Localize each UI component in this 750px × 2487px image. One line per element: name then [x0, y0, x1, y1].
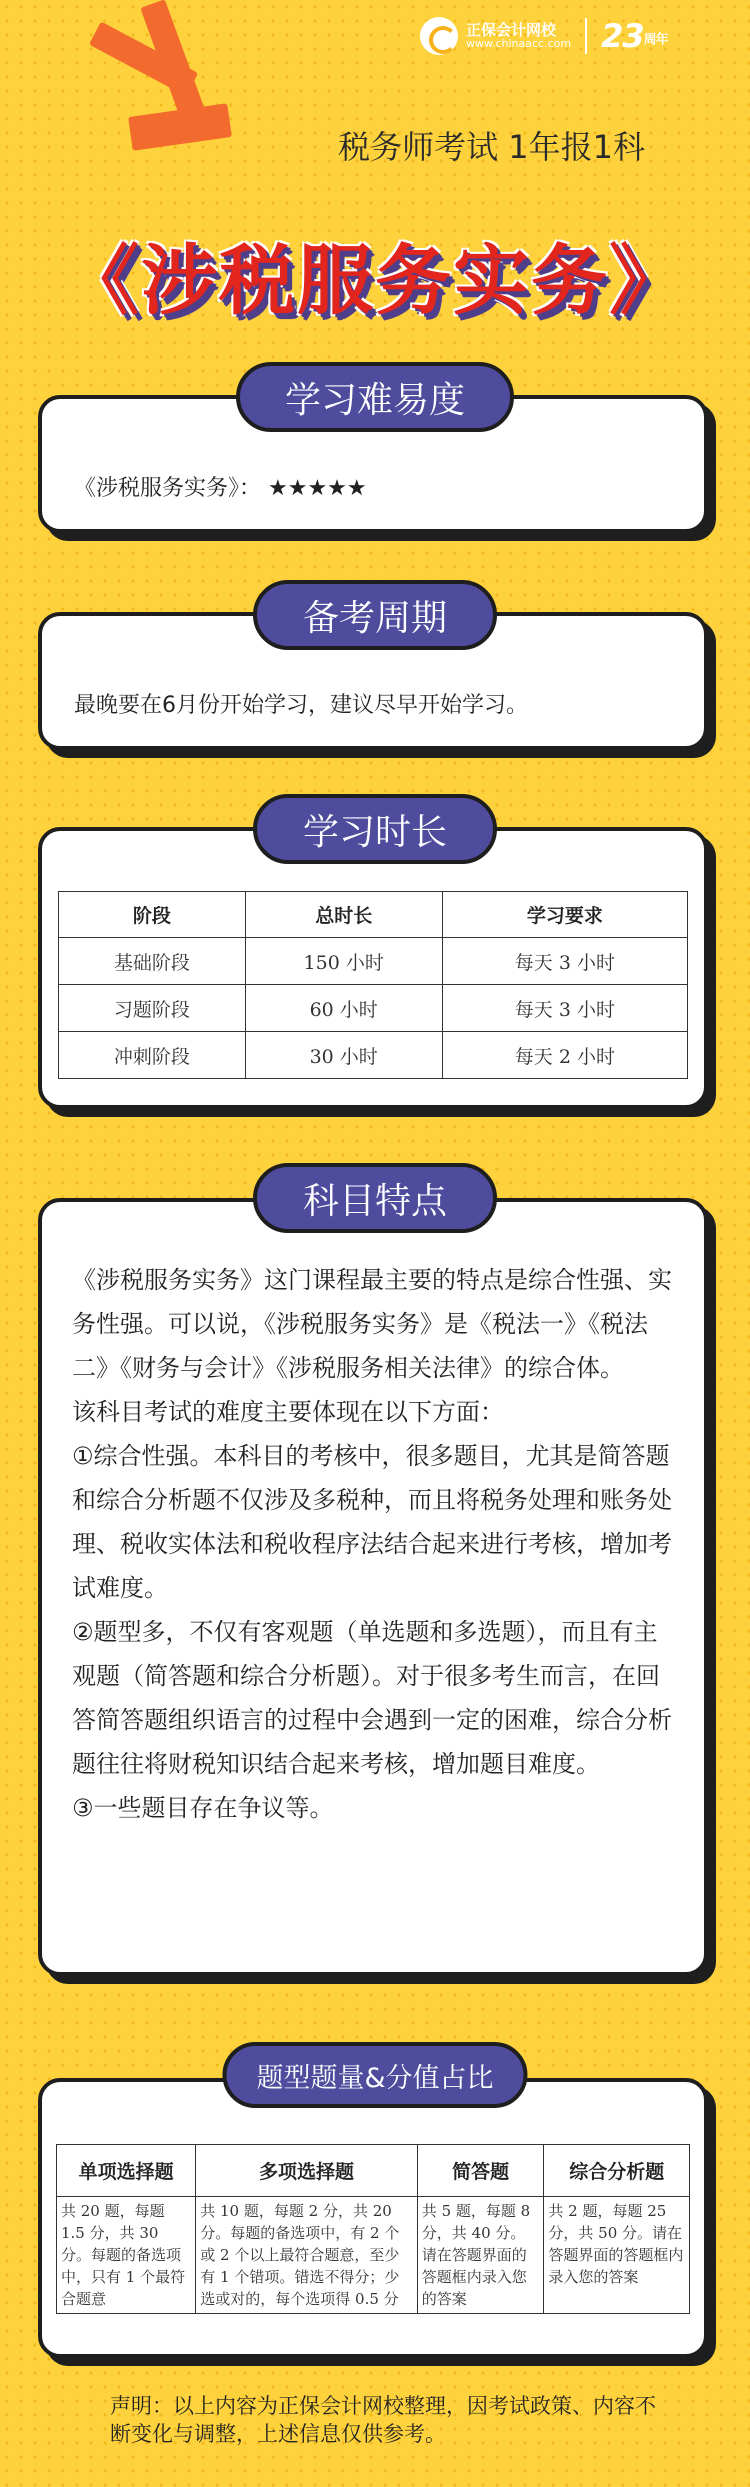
question-types-heading: 题型题量&分值占比 [222, 2042, 527, 2108]
table-header: 阶段 [59, 892, 246, 938]
study-duration-card [38, 827, 708, 1109]
table-cell: 每天 3 小时 [442, 938, 687, 985]
brand-logo [420, 14, 668, 58]
table-cell: 共 2 题，每题 25 分，共 50 分。请在答题界面的答题框内录入您的答案 [544, 2197, 690, 2314]
table-cell: 冲刺阶段 [59, 1032, 246, 1079]
table-header: 综合分析题 [544, 2145, 690, 2197]
features-paragraph: 该科目考试的难度主要体现在以下方面： [72, 1398, 504, 1426]
table-header: 学习要求 [442, 892, 687, 938]
difficulty-text: 《涉税服务实务》： ★★★★★ [74, 476, 367, 501]
table-row [57, 2197, 690, 2314]
anniversary-number: 23 [601, 17, 644, 55]
table-header: 单项选择题 [57, 2145, 196, 2197]
table-cell: 30 小时 [245, 1032, 442, 1079]
brand-name: 正保会计网校 [466, 20, 557, 39]
table-row [59, 985, 688, 1032]
table-cell: 共 10 题，每题 2 分，共 20 分。每题的备选项中，有 2 个或 2 个以上最符合题意，至少有 1 个错项。错选不得分；少选或对的，每个选项得 0.5 分 [196, 2197, 418, 2314]
table-cell: 共 20 题，每题 1.5 分，共 30 分。每题的备选项中，只有 1 个最符合题意 [57, 2197, 196, 2314]
table-row [59, 1032, 688, 1079]
features-paragraph: ③一些题目存在争议等。 [72, 1794, 334, 1822]
disclaimer-text: 声明：以上内容为正保会计网校整理，因考试政策、内容不断变化与调整，上述信息仅供参考。 [110, 2394, 656, 2446]
table-cell: 基础阶段 [59, 938, 246, 985]
features-heading: 科目特点 [253, 1163, 497, 1233]
question-types-table [56, 2144, 690, 2314]
logo-icon [420, 17, 458, 55]
table-cell: 每天 3 小时 [442, 985, 687, 1032]
features-body [72, 1258, 680, 1830]
prep-period-text: 最晚要在6月份开始学习，建议尽早开始学习。 [74, 693, 528, 718]
features-paragraph: ①综合性强。本科目的考核中，很多题目，尤其是简答题和综合分析题不仅涉及多税种，而且将税务处理和账务处理、税收实体法和税收程序法结合起来进行考核，增加考试难度。 [72, 1442, 672, 1602]
table-header: 总时长 [245, 892, 442, 938]
logo-divider [585, 18, 587, 54]
study-duration-heading: 学习时长 [253, 794, 497, 864]
brand-url: www.chinaacc.com [466, 37, 572, 51]
anniversary-badge [601, 17, 668, 55]
features-paragraph: ②题型多，不仅有客观题（单选题和多选题），而且有主观题（简答题和综合分析题）。对于很多考生而言，在回答简答题组织语言的过程中会遇到一定的困难，综合分析题往往将财税知识结合起来考核，增加题目难度。 [72, 1618, 672, 1778]
table-header: 简答题 [417, 2145, 544, 2197]
table-header: 多项选择题 [196, 2145, 418, 2197]
page-title: 《涉税服务实务》 [63, 236, 687, 325]
page-subtitle: 税务师考试 1年报1科 [338, 128, 645, 166]
question-types-card [38, 2078, 708, 2358]
table-row [59, 938, 688, 985]
study-duration-table [58, 891, 688, 1079]
features-card [38, 1198, 708, 1976]
table-cell: 习题阶段 [59, 985, 246, 1032]
table-cell: 共 5 题，每题 8 分，共 40 分。请在答题界面的答题框内录入您的答案 [417, 2197, 544, 2314]
features-paragraph: 《涉税服务实务》这门课程最主要的特点是综合性强、实务性强。可以说，《涉税服务实务》是《税法一》《税法二》《财务与会计》《涉税服务相关法律》的综合体。 [72, 1266, 672, 1382]
difficulty-heading: 学习难易度 [236, 362, 514, 432]
table-cell: 150 小时 [245, 938, 442, 985]
prep-period-heading: 备考周期 [253, 580, 497, 650]
table-cell: 每天 2 小时 [442, 1032, 687, 1079]
table-cell: 60 小时 [245, 985, 442, 1032]
anniversary-label: 周年 [643, 32, 668, 48]
